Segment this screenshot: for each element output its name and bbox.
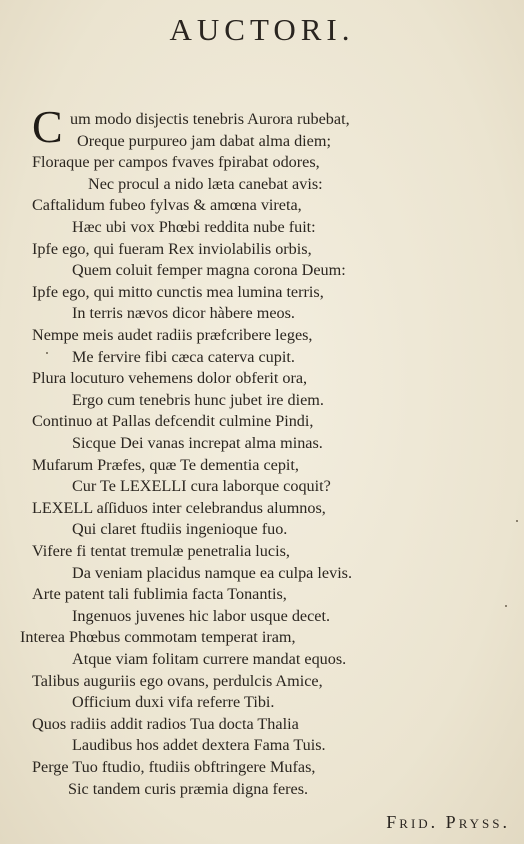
page-title: AUCTORI. xyxy=(169,12,355,47)
poem-line: Laudibus hos addet dextera Fama Tuis. xyxy=(72,736,326,755)
paper-speck xyxy=(516,520,518,522)
poem-line: Hæc ubi vox Phœbi reddita nube fuit: xyxy=(72,218,316,236)
poem-line: Ipfe ego, qui fueram Rex inviolabilis orbis, xyxy=(32,239,312,258)
poem-line: Qui claret ftudiis ingenioque fuo. xyxy=(72,520,288,539)
poem-line: Atque viam folitam currere mandat equos. xyxy=(72,650,347,668)
poem-line: Sicque Dei vanas increpat alma minas. xyxy=(72,434,323,452)
poem-line: Talibus auguriis ego ovans, perdulcis Amice, xyxy=(32,671,323,690)
poem-line: Quos radiis addit radios Tua docta Thalia xyxy=(32,714,299,733)
drop-cap-initial: C xyxy=(32,101,63,152)
poem-line: Caftalidum fubeo fylvas & amœna vireta, xyxy=(32,196,302,215)
poem-line: Sic tandem curis præmia digna feres. xyxy=(68,779,309,798)
poem-line: Nempe meis audet radiis præfcribere leges, xyxy=(32,326,313,344)
paper-speck xyxy=(505,605,507,607)
poem-line: Interea Phœbus commotam temperat iram, xyxy=(20,628,296,647)
poem-line: Ingenuos juvenes hic labor usque decet. xyxy=(72,606,331,625)
poem-line: Plura locuturo vehemens dolor obferit ora, xyxy=(32,369,308,388)
author-signature: Frid. Pryss. xyxy=(386,812,510,832)
poem-line: Cur Te LEXELLI cura laborque coquit? xyxy=(72,477,331,496)
poem-line: Da veniam placidus namque ea culpa levis. xyxy=(72,563,353,582)
poem-line: Perge Tuo ftudio, ftudiis obftringere Mufas, xyxy=(32,758,316,776)
poem-line: Oreque purpureo jam dabat alma diem; xyxy=(77,131,331,150)
poem-line: um modo disjectis tenebris Aurora rubebat, xyxy=(70,110,350,128)
poem-line: In terris nævos dicor hàbere meos. xyxy=(72,304,295,323)
poem-line: Officium duxi vifa referre Tibi. xyxy=(72,693,275,712)
poem-line: Ergo cum tenebris hunc jubet ire diem. xyxy=(72,390,324,409)
poem-line: LEXELL aſſiduos inter celebrandus alumnos, xyxy=(32,498,326,517)
poem-line: Ipfe ego, qui mitto cunctis mea lumina terris, xyxy=(32,282,324,301)
paper-speck xyxy=(46,352,48,354)
poem-line: Nec procul a nido læta canebat avis: xyxy=(88,174,323,193)
poem-line: Mufarum Præfes, quæ Te dementia cepit, xyxy=(32,455,299,474)
poem-line: Vifere fi tentat tremulæ penetralia lucis, xyxy=(32,542,290,560)
poem-line: Arte patent tali fublimia facta Tonantis, xyxy=(32,585,287,604)
poem-line: Me fervire fibi cæca caterva cupit. xyxy=(72,347,295,366)
poem-line: Continuo at Pallas defcendit culmine Pindi, xyxy=(32,412,314,431)
poem-line: Floraque per campos fvaves fpirabat odores, xyxy=(32,153,320,172)
poem-line: Quem coluit femper magna corona Deum: xyxy=(72,261,346,280)
